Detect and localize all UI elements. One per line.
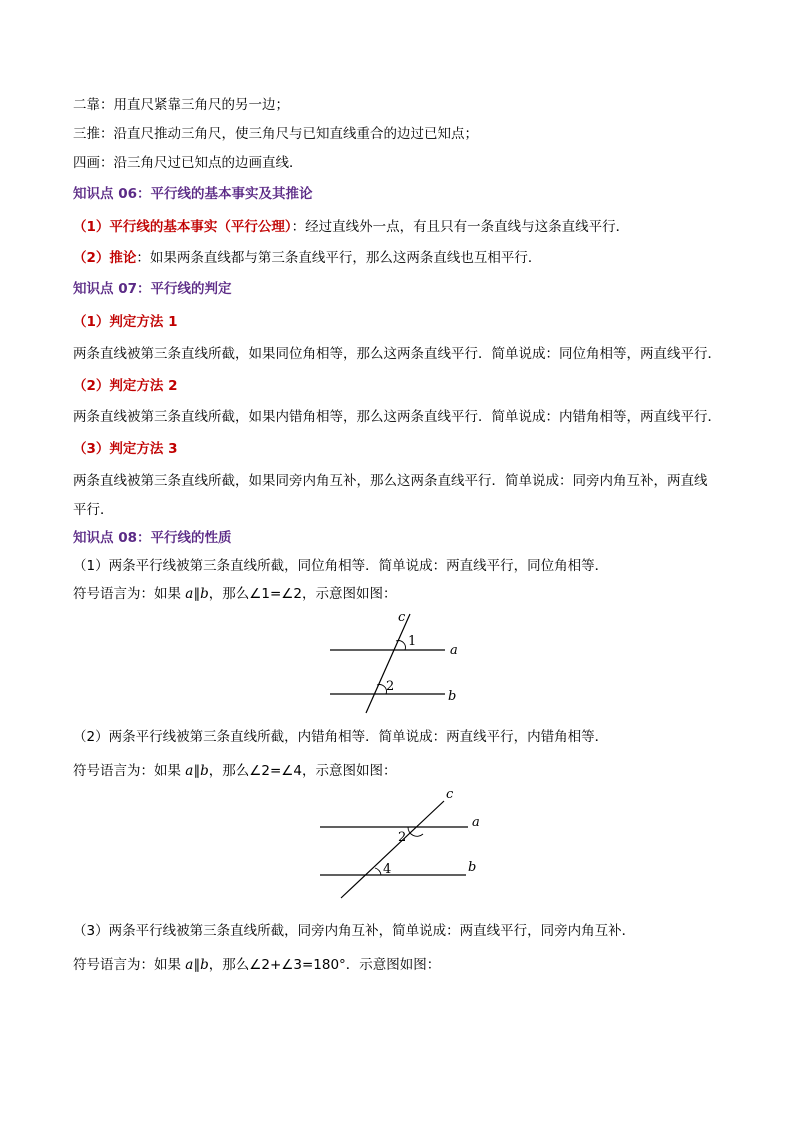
k07-method-3-title: （3）判定方法 3 (73, 441, 178, 457)
k07-method-2-title: （2）判定方法 2 (73, 378, 178, 394)
k08-property-2: （2）两条平行线被第三条直线所截，内错角相等．简单说成：两直线平行，内错角相等． (73, 729, 609, 745)
label-a: a (472, 815, 480, 830)
parallel-symbol: ∥ (193, 586, 201, 602)
symbol-prefix: 符号语言为：如果 (73, 763, 186, 779)
step-four-text: 四画：沿三角尺过已知点的边画直线． (73, 155, 303, 171)
symbol-suffix: ，那么∠1=∠2，示意图如图： (208, 586, 397, 602)
line-a-symbol: a (185, 763, 194, 779)
k07-method-1-text: 两条直线被第三条直线所截，如果同位角相等，那么这两条直线平行．简单说成：同位角相等，两直线平行． (73, 346, 721, 362)
k08-property-1: （1）两条平行线被第三条直线所截，同位角相等．简单说成：两直线平行，同位角相等． (73, 558, 609, 574)
angle-4-arc (375, 868, 381, 875)
step-three-text: 三推：沿直尺推动三角尺，使三角尺与已知直线重合的边过已知点； (73, 126, 478, 142)
label-angle-1: 1 (408, 634, 417, 649)
label-a: a (450, 643, 458, 658)
line-b-symbol: b (200, 763, 209, 779)
symbol-prefix: 符号语言为：如果 (73, 957, 186, 973)
k07-method-3-text-cont: 平行． (73, 502, 114, 518)
step-two-text: 二靠：用直尺紧靠三角尺的另一边； (73, 97, 289, 113)
label-angle-2: 2 (386, 679, 395, 694)
transversal-c (341, 801, 444, 898)
k06-point-2-label: （2）推论 (73, 250, 137, 266)
line-b-symbol: b (200, 586, 209, 602)
symbol-prefix: 符号语言为：如果 (73, 586, 186, 602)
k07-method-2-text: 两条直线被第三条直线所截，如果内错角相等，那么这两条直线平行．简单说成：内错角相等，两直线平行． (73, 409, 721, 425)
parallel-symbol: ∥ (193, 957, 201, 973)
section-08-title: 知识点 08：平行线的性质 (73, 530, 232, 546)
label-angle-2: 2 (398, 830, 407, 845)
label-b: b (448, 689, 457, 704)
k06-point-2-text: ：如果两条直线都与第三条直线平行，那么这两条直线也互相平行． (136, 250, 542, 266)
line-b-symbol: b (200, 957, 209, 973)
label-b: b (468, 860, 477, 875)
line-a-symbol: a (185, 957, 194, 973)
symbol-suffix: ，那么∠2+∠3=180°．示意图如图： (208, 957, 441, 973)
k06-point-1-text: ：经过直线外一点，有且只有一条直线与这条直线平行． (291, 219, 630, 235)
section-07-title: 知识点 07：平行线的判定 (73, 281, 232, 297)
k08-symbol-3 (73, 956, 440, 974)
label-angle-4: 4 (383, 862, 392, 877)
symbol-suffix: ，那么∠2=∠4，示意图如图： (208, 763, 397, 779)
k08-property-3: （3）两条平行线被第三条直线所截，同旁内角互补，简单说成：两直线平行，同旁内角互补． (73, 923, 636, 939)
label-c: c (446, 787, 454, 802)
parallel-symbol: ∥ (193, 763, 201, 779)
line-a-symbol: a (185, 586, 194, 602)
k06-point-1-label: （1）平行线的基本事实（平行公理） (73, 219, 292, 235)
k07-method-1-title: （1）判定方法 1 (73, 314, 178, 330)
label-c: c (398, 610, 406, 625)
section-06-title: 知识点 06：平行线的基本事实及其推论 (73, 186, 313, 202)
k07-method-3-text: 两条直线被第三条直线所截，如果同旁内角互补，那么这两条直线平行．简单说成：同旁内角互补，两直线 (73, 473, 708, 489)
